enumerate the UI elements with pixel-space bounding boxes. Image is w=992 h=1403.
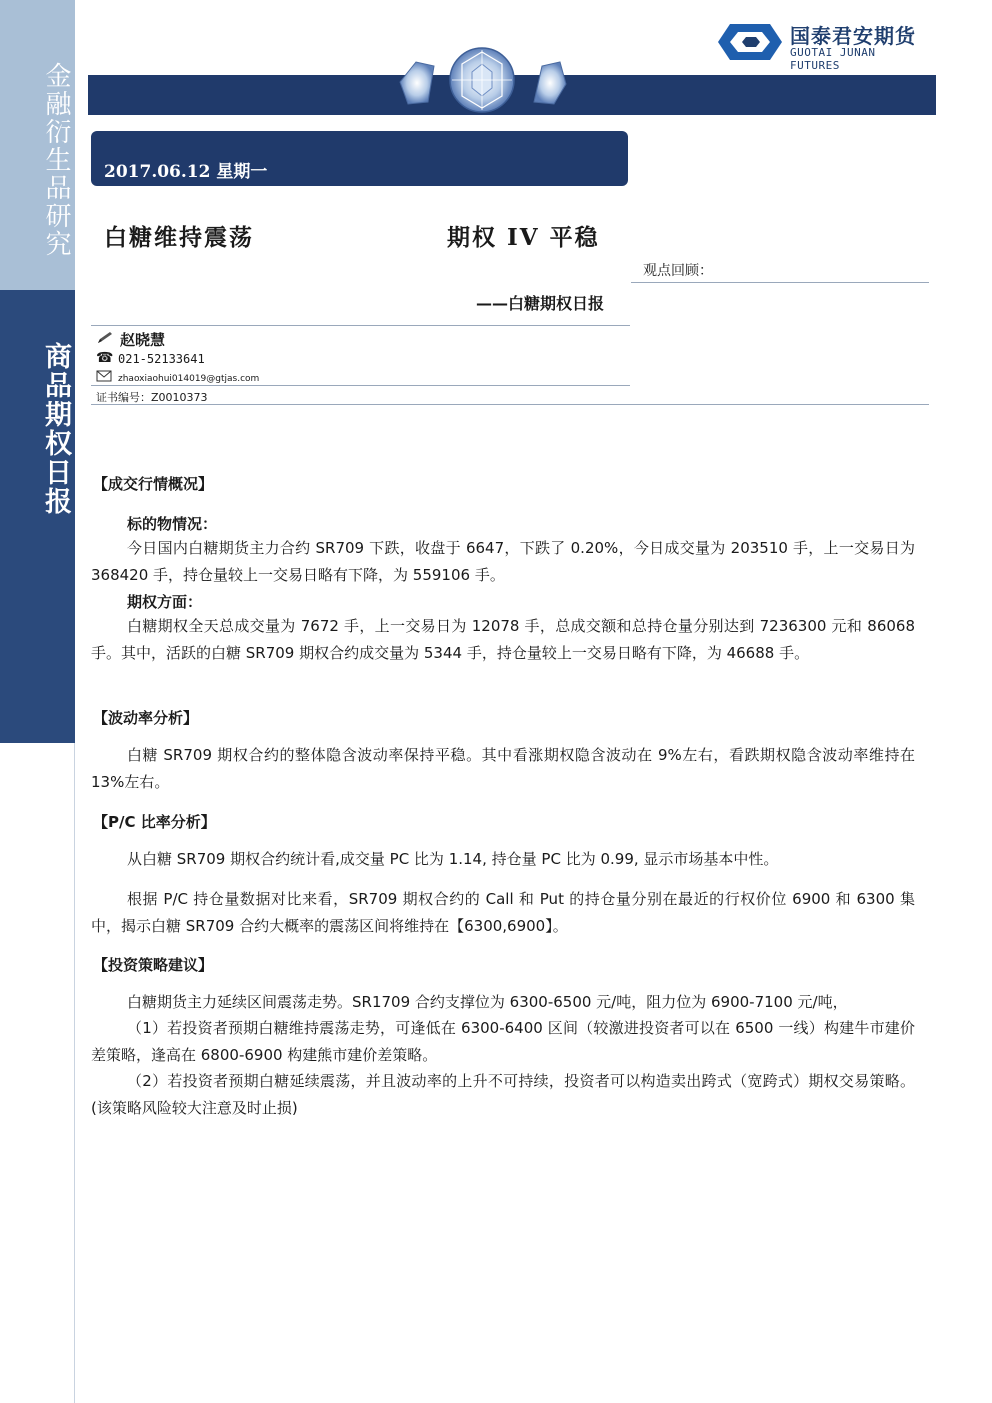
subheading-underlying: 标的物情况： <box>127 515 218 533</box>
pencil-icon <box>96 331 114 345</box>
sidebar-category-label: 金融衍生品研究 <box>41 62 71 258</box>
logo-mark-icon <box>716 20 784 64</box>
section-title-trading-overview: 【成交行情概况】 <box>93 475 214 493</box>
author-email[interactable]: zhaoxiaohui014019@gtjas.com <box>118 374 260 384</box>
paragraph-options: 白糖期权全天总成交量为 7672 手，上一交易日为 12078 手，总成交额和总持仓量分别达到 7236300 元和 86068 手。其中，活跃的白糖 SR709 期权合约成交量为 5344 手，持仓量较上一交易日略有下降，为 46688 手。 <box>91 617 915 662</box>
logo-english-name: GUOTAI JUNAN FUTURES <box>790 46 876 72</box>
paragraph-volatility: 白糖 SR709 期权合约的整体隐含波动率保持平稳。其中看涨期权隐含波动在 9%左右，看跌期权隐含波动率维持在 13%左右。 <box>91 746 915 791</box>
phone-icon: ☎ <box>96 350 114 366</box>
subheading-options: 期权方面： <box>127 593 203 611</box>
email-icon <box>96 370 112 382</box>
divider <box>91 404 929 405</box>
paragraph-pc-ratio-1: 从白糖 SR709 期权合约统计看,成交量 PC 比为 1.14, 持仓量 PC 比为 0.99, 显示市场基本中性。 <box>127 850 779 868</box>
report-title-left: 白糖维持震荡 <box>104 224 254 251</box>
divider <box>91 385 630 386</box>
paragraph-underlying: 今日国内白糖期货主力合约 SR709 下跌，收盘于 6647，下跌了 0.20%，今日成交量为 203510 手，上一交易日为 368420 手，持仓量较上一交易日略有下降，为 559106 手。 <box>91 539 915 584</box>
logo-chinese-name: 国泰君安期货 <box>790 24 916 48</box>
divider <box>91 325 630 326</box>
report-date: 2017.06.12 星期一 <box>104 162 268 182</box>
paragraph-strategy-2: （2）若投资者预期白糖延续震荡，并且波动率的上升不可持续，投资者可以构造卖出跨式（宽跨式）期权交易策略。(该策略风险较大注意及时止损) <box>91 1072 915 1117</box>
section-title-pc-ratio: 【P/C 比率分析】 <box>93 813 216 831</box>
author-phone: 021-52133641 <box>118 352 205 366</box>
author-certificate: 证书编号：Z0010373 <box>96 391 208 404</box>
paragraph-strategy-1: （1）若投资者预期白糖维持震荡走势，可逢低在 6300-6400 区间（较激进投资者可以在 6500 一线）构建牛市建价差策略，逢高在 6800-6900 构建熊市建价差策略。 <box>91 1019 915 1064</box>
review-label: 观点回顾： <box>643 263 713 279</box>
diamond-graphic-icon <box>394 44 570 120</box>
sidebar-bottom-band <box>0 743 75 1403</box>
author-name: 赵晓慧 <box>120 331 166 349</box>
paragraph-pc-ratio-2: 根据 P/C 持仓量数据对比来看，SR709 期权合约的 Call 和 Put 的持仓量分别在最近的行权价位 6900 和 6300 集中，揭示白糖 SR709 合约大概率的震荡区间将维持在【6300,6900】。 <box>91 890 915 935</box>
sidebar-report-type-label: 商品期权日报 <box>40 342 71 516</box>
report-title-right: 期权 IV 平稳 <box>447 224 600 251</box>
section-title-strategy: 【投资策略建议】 <box>93 956 214 974</box>
paragraph-strategy-intro: 白糖期货主力延续区间震荡走势。SR1709 合约支撑位为 6300-6500 元/吨，阻力位为 6900-7100 元/吨， <box>127 993 848 1011</box>
section-title-volatility: 【波动率分析】 <box>93 709 199 727</box>
review-divider <box>631 282 929 283</box>
report-subtitle: ——白糖期权日报 <box>476 294 605 313</box>
company-logo <box>716 20 931 72</box>
